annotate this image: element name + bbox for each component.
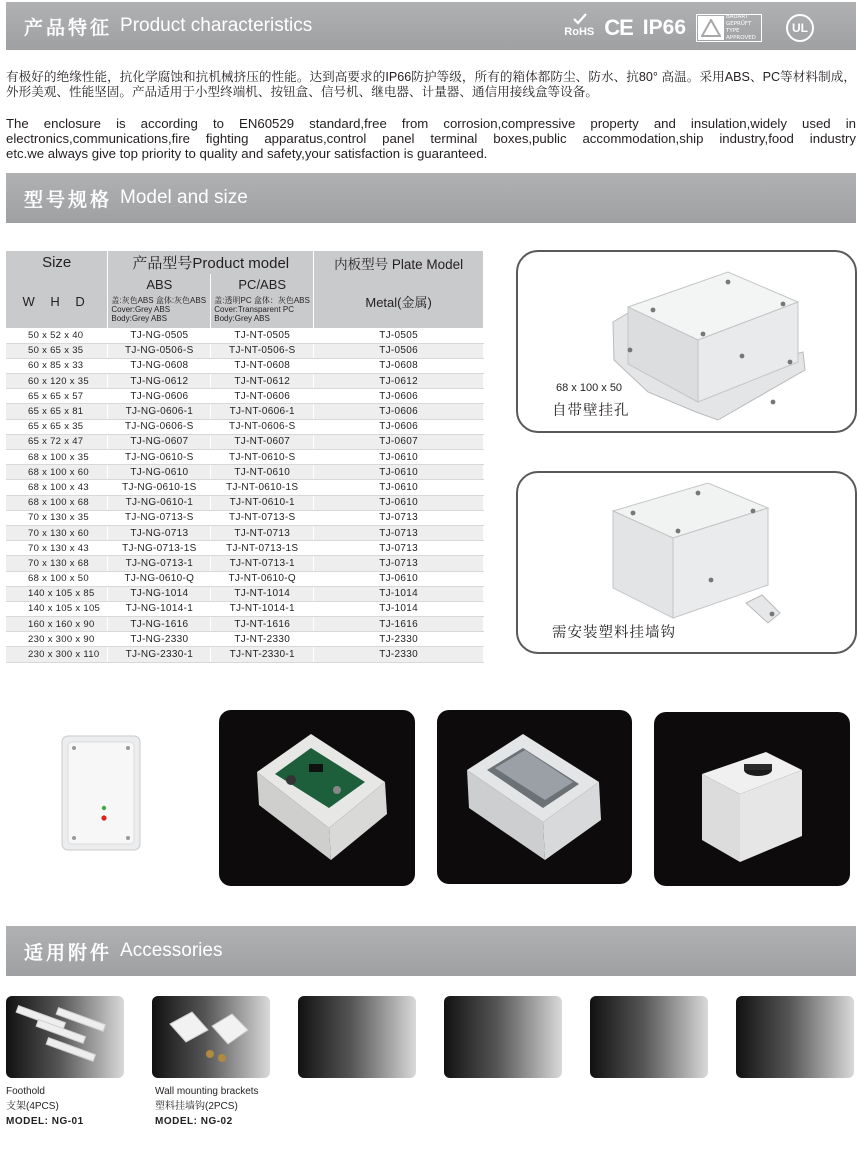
- abs-model-cell: TJ-NG-0606-1: [108, 404, 211, 419]
- hook-caption: 需安装塑料挂墙钩: [552, 625, 676, 641]
- wall-hole-caption: 自带壁挂孔: [552, 403, 630, 419]
- pcabs-model-cell: TJ-NT-1014: [211, 586, 314, 601]
- product-photo-knob-box: [654, 712, 850, 886]
- plate-model-cell: TJ-0612: [314, 374, 484, 389]
- section-title-en: Product characteristics: [120, 15, 313, 36]
- triangle-icon: [698, 16, 724, 40]
- pcabs-model-cell: TJ-NT-1014-1: [211, 601, 314, 616]
- abs-model-cell: TJ-NG-0606-S: [108, 419, 211, 434]
- plate-model-cell: TJ-0713: [314, 556, 484, 571]
- header-whd: W H D: [6, 274, 108, 328]
- table-row: [6, 343, 484, 358]
- plate-model-cell: TJ-0610: [314, 571, 484, 586]
- size-cell: 68 x 100 x 50: [6, 571, 108, 586]
- spec-table: [6, 251, 484, 663]
- intro-en: The enclosure is according to EN60529 standard,free from corrosion,compressive property and insulation,widely used in electronics,communications,fire fighting apparatus,control panel terminal boxes,public accommodation,ship industry,food industry etc.we always give top priority to quality and safety,your satisfaction is guaranteed.: [6, 116, 856, 161]
- pcabs-model-cell: TJ-NT-0612: [211, 374, 314, 389]
- abs-model-cell: TJ-NG-0607: [108, 434, 211, 449]
- plate-model-cell: TJ-0713: [314, 525, 484, 540]
- plate-model-cell: TJ-0506: [314, 343, 484, 358]
- pcabs-model-cell: TJ-NT-0610-1: [211, 495, 314, 510]
- plate-model-cell: TJ-0713: [314, 510, 484, 525]
- plate-model-cell: TJ-0608: [314, 358, 484, 373]
- size-cell: 65 x 65 x 81: [6, 404, 108, 419]
- size-cell: 68 x 100 x 60: [6, 465, 108, 480]
- table-row: [6, 465, 484, 480]
- material-abs: 盖:灰色ABS 盒体:灰色ABS Cover:Grey ABS Body:Grey ABS: [108, 294, 211, 328]
- abs-model-cell: TJ-NG-0713-S: [108, 510, 211, 525]
- certification-logos: [564, 14, 814, 42]
- header-abs: ABS: [108, 274, 211, 294]
- size-cell: 65 x 65 x 35: [6, 419, 108, 434]
- table-row: [6, 328, 484, 343]
- size-cell: 70 x 130 x 35: [6, 510, 108, 525]
- abs-model-cell: TJ-NG-0608: [108, 358, 211, 373]
- hook-box-panel: [516, 471, 857, 654]
- plate-model-cell: TJ-0505: [314, 328, 484, 343]
- accessory-placeholder-4: [444, 996, 562, 1078]
- table-row: [6, 419, 484, 434]
- abs-model-cell: TJ-NG-0713-1S: [108, 541, 211, 556]
- size-cell: 160 x 160 x 90: [6, 617, 108, 632]
- size-cell: 50 x 52 x 40: [6, 328, 108, 343]
- header-metal: Metal(金属): [314, 274, 484, 328]
- plate-model-cell: TJ-0606: [314, 404, 484, 419]
- table-row: [6, 434, 484, 449]
- section-header-accessories: [6, 926, 856, 976]
- abs-model-cell: TJ-NG-2330: [108, 632, 211, 647]
- pcabs-model-cell: TJ-NT-0610-1S: [211, 480, 314, 495]
- size-cell: 60 x 85 x 33: [6, 358, 108, 373]
- accessory-placeholder-6: [736, 996, 854, 1078]
- table-row: [6, 480, 484, 495]
- table-row: [6, 632, 484, 647]
- pcabs-model-cell: TJ-NT-0610-Q: [211, 571, 314, 586]
- header-pcabs: PC/ABS: [211, 274, 314, 294]
- pcabs-model-cell: TJ-NT-0713-1S: [211, 541, 314, 556]
- table-row: [6, 525, 484, 540]
- plate-model-cell: TJ-0610: [314, 480, 484, 495]
- pcabs-model-cell: TJ-NT-0713-1: [211, 556, 314, 571]
- pcabs-model-cell: TJ-NT-0610: [211, 465, 314, 480]
- abs-model-cell: TJ-NG-0505: [108, 328, 211, 343]
- abs-model-cell: TJ-NG-0506-S: [108, 343, 211, 358]
- table-row: [6, 404, 484, 419]
- size-cell: 68 x 100 x 43: [6, 480, 108, 495]
- wall-hole-box-panel: [516, 250, 857, 433]
- ce-mark: CE: [604, 15, 633, 40]
- pcabs-model-cell: TJ-NT-2330-1: [211, 647, 314, 662]
- abs-model-cell: TJ-NG-2330-1: [108, 647, 211, 662]
- table-row: [6, 601, 484, 616]
- plate-model-cell: TJ-0610: [314, 495, 484, 510]
- accessory-label-bracket: Wall mounting brackets 塑料挂墙钩(2PCS) MODEL: NG-02: [155, 1086, 259, 1127]
- abs-model-cell: TJ-NG-0610-S: [108, 450, 211, 465]
- table-row: [6, 647, 484, 662]
- section-title-en: Accessories: [120, 940, 223, 961]
- table-row: [6, 358, 484, 373]
- section-title-zh: 适用附件: [24, 941, 113, 964]
- table-row: [6, 510, 484, 525]
- size-cell: 230 x 300 x 110: [6, 647, 108, 662]
- plate-model-cell: TJ-2330: [314, 647, 484, 662]
- section-title-zh: 产品特征: [24, 16, 113, 39]
- pcabs-model-cell: TJ-NT-2330: [211, 632, 314, 647]
- abs-model-cell: TJ-NG-1014: [108, 586, 211, 601]
- accessory-placeholder-3: [298, 996, 416, 1078]
- abs-model-cell: TJ-NG-0606: [108, 389, 211, 404]
- plate-model-cell: TJ-1616: [314, 617, 484, 632]
- size-cell: 230 x 300 x 90: [6, 632, 108, 647]
- pcabs-model-cell: TJ-NT-0608: [211, 358, 314, 373]
- size-cell: 140 x 105 x 85: [6, 586, 108, 601]
- section-header-characteristics: [6, 2, 856, 50]
- pcabs-model-cell: TJ-NT-0610-S: [211, 450, 314, 465]
- abs-model-cell: TJ-NG-1616: [108, 617, 211, 632]
- abs-model-cell: TJ-NG-0713: [108, 525, 211, 540]
- accessory-foothold-image: [6, 996, 124, 1078]
- abs-model-cell: TJ-NG-0610: [108, 465, 211, 480]
- plate-model-cell: TJ-0610: [314, 465, 484, 480]
- plate-model-cell: TJ-0606: [314, 419, 484, 434]
- abs-model-cell: TJ-NG-0610-Q: [108, 571, 211, 586]
- section-title-en: Model and size: [120, 187, 248, 208]
- pcabs-model-cell: TJ-NT-0713-S: [211, 510, 314, 525]
- size-cell: 50 x 65 x 35: [6, 343, 108, 358]
- section-header-model: [6, 173, 856, 223]
- plate-model-cell: TJ-1014: [314, 586, 484, 601]
- accessory-wall-bracket-image: [152, 996, 270, 1078]
- pcabs-model-cell: TJ-NT-0606-1: [211, 404, 314, 419]
- intro-zh: 有极好的绝缘性能，抗化学腐蚀和抗机械挤压的性能。达到高要求的IP66防护等级，所有的箱体都防尘、防水、抗80° 高温。采用ABS、PC等材料制成，外形美观、性能坚固。产品适用于小型终端机、按钮盒、信号机、继电器、计量器、通信用接线盒等设备。: [6, 70, 856, 99]
- plate-model-cell: TJ-1014: [314, 601, 484, 616]
- table-row: [6, 556, 484, 571]
- header-plate-model: 内板型号 Plate Model: [314, 251, 484, 274]
- ul-logo: UL: [786, 14, 814, 42]
- pcabs-model-cell: TJ-NT-0606-S: [211, 419, 314, 434]
- rohs-logo: RoHS: [564, 18, 594, 38]
- plate-model-cell: TJ-0713: [314, 541, 484, 556]
- size-cell: 140 x 105 x 105: [6, 601, 108, 616]
- size-cell: 70 x 130 x 60: [6, 525, 108, 540]
- table-row: [6, 374, 484, 389]
- table-row: [6, 617, 484, 632]
- abs-model-cell: TJ-NG-0610-1S: [108, 480, 211, 495]
- pcabs-model-cell: TJ-NT-0506-S: [211, 343, 314, 358]
- bauart-logo: BAUART GEPRÜFT TYPE APPROVED: [696, 14, 762, 42]
- table-row: [6, 495, 484, 510]
- pcabs-model-cell: TJ-NT-0606: [211, 389, 314, 404]
- section-title-zh: 型号规格: [24, 188, 113, 211]
- product-photo-white-box: [44, 728, 154, 858]
- plate-model-cell: TJ-0607: [314, 434, 484, 449]
- pcabs-model-cell: TJ-NT-0713: [211, 525, 314, 540]
- accessory-label-foothold: Foothold 支架(4PCS) MODEL: NG-01: [6, 1086, 84, 1127]
- material-pcabs: 盖:透明PC 盒体：灰色ABS Cover:Transparent PC Body:Grey ABS: [211, 294, 314, 328]
- abs-model-cell: TJ-NG-0612: [108, 374, 211, 389]
- pcabs-model-cell: TJ-NT-0607: [211, 434, 314, 449]
- table-row: [6, 450, 484, 465]
- abs-model-cell: TJ-NG-0713-1: [108, 556, 211, 571]
- accessory-placeholder-5: [590, 996, 708, 1078]
- size-cell: 60 x 120 x 35: [6, 374, 108, 389]
- size-cell: 65 x 72 x 47: [6, 434, 108, 449]
- table-row: [6, 586, 484, 601]
- header-size: Size: [6, 251, 108, 274]
- table-row: [6, 541, 484, 556]
- plate-model-cell: TJ-0606: [314, 389, 484, 404]
- product-photo-circuit-board: [219, 710, 415, 886]
- table-row: [6, 571, 484, 586]
- pcabs-model-cell: TJ-NT-0505: [211, 328, 314, 343]
- size-cell: 70 x 130 x 68: [6, 556, 108, 571]
- pcabs-model-cell: TJ-NT-1616: [211, 617, 314, 632]
- size-cell: 68 x 100 x 68: [6, 495, 108, 510]
- abs-model-cell: TJ-NG-1014-1: [108, 601, 211, 616]
- size-cell: 70 x 130 x 43: [6, 541, 108, 556]
- size-cell: 68 x 100 x 35: [6, 450, 108, 465]
- abs-model-cell: TJ-NG-0610-1: [108, 495, 211, 510]
- dimension-label: 68 x 100 x 50: [556, 382, 623, 394]
- plate-model-cell: TJ-2330: [314, 632, 484, 647]
- header-product-model: 产品型号Product model: [108, 251, 314, 274]
- ip66-mark: IP66: [642, 16, 686, 39]
- table-row: [6, 389, 484, 404]
- product-photo-terminal-block: [437, 710, 632, 884]
- size-cell: 65 x 65 x 57: [6, 389, 108, 404]
- plate-model-cell: TJ-0610: [314, 450, 484, 465]
